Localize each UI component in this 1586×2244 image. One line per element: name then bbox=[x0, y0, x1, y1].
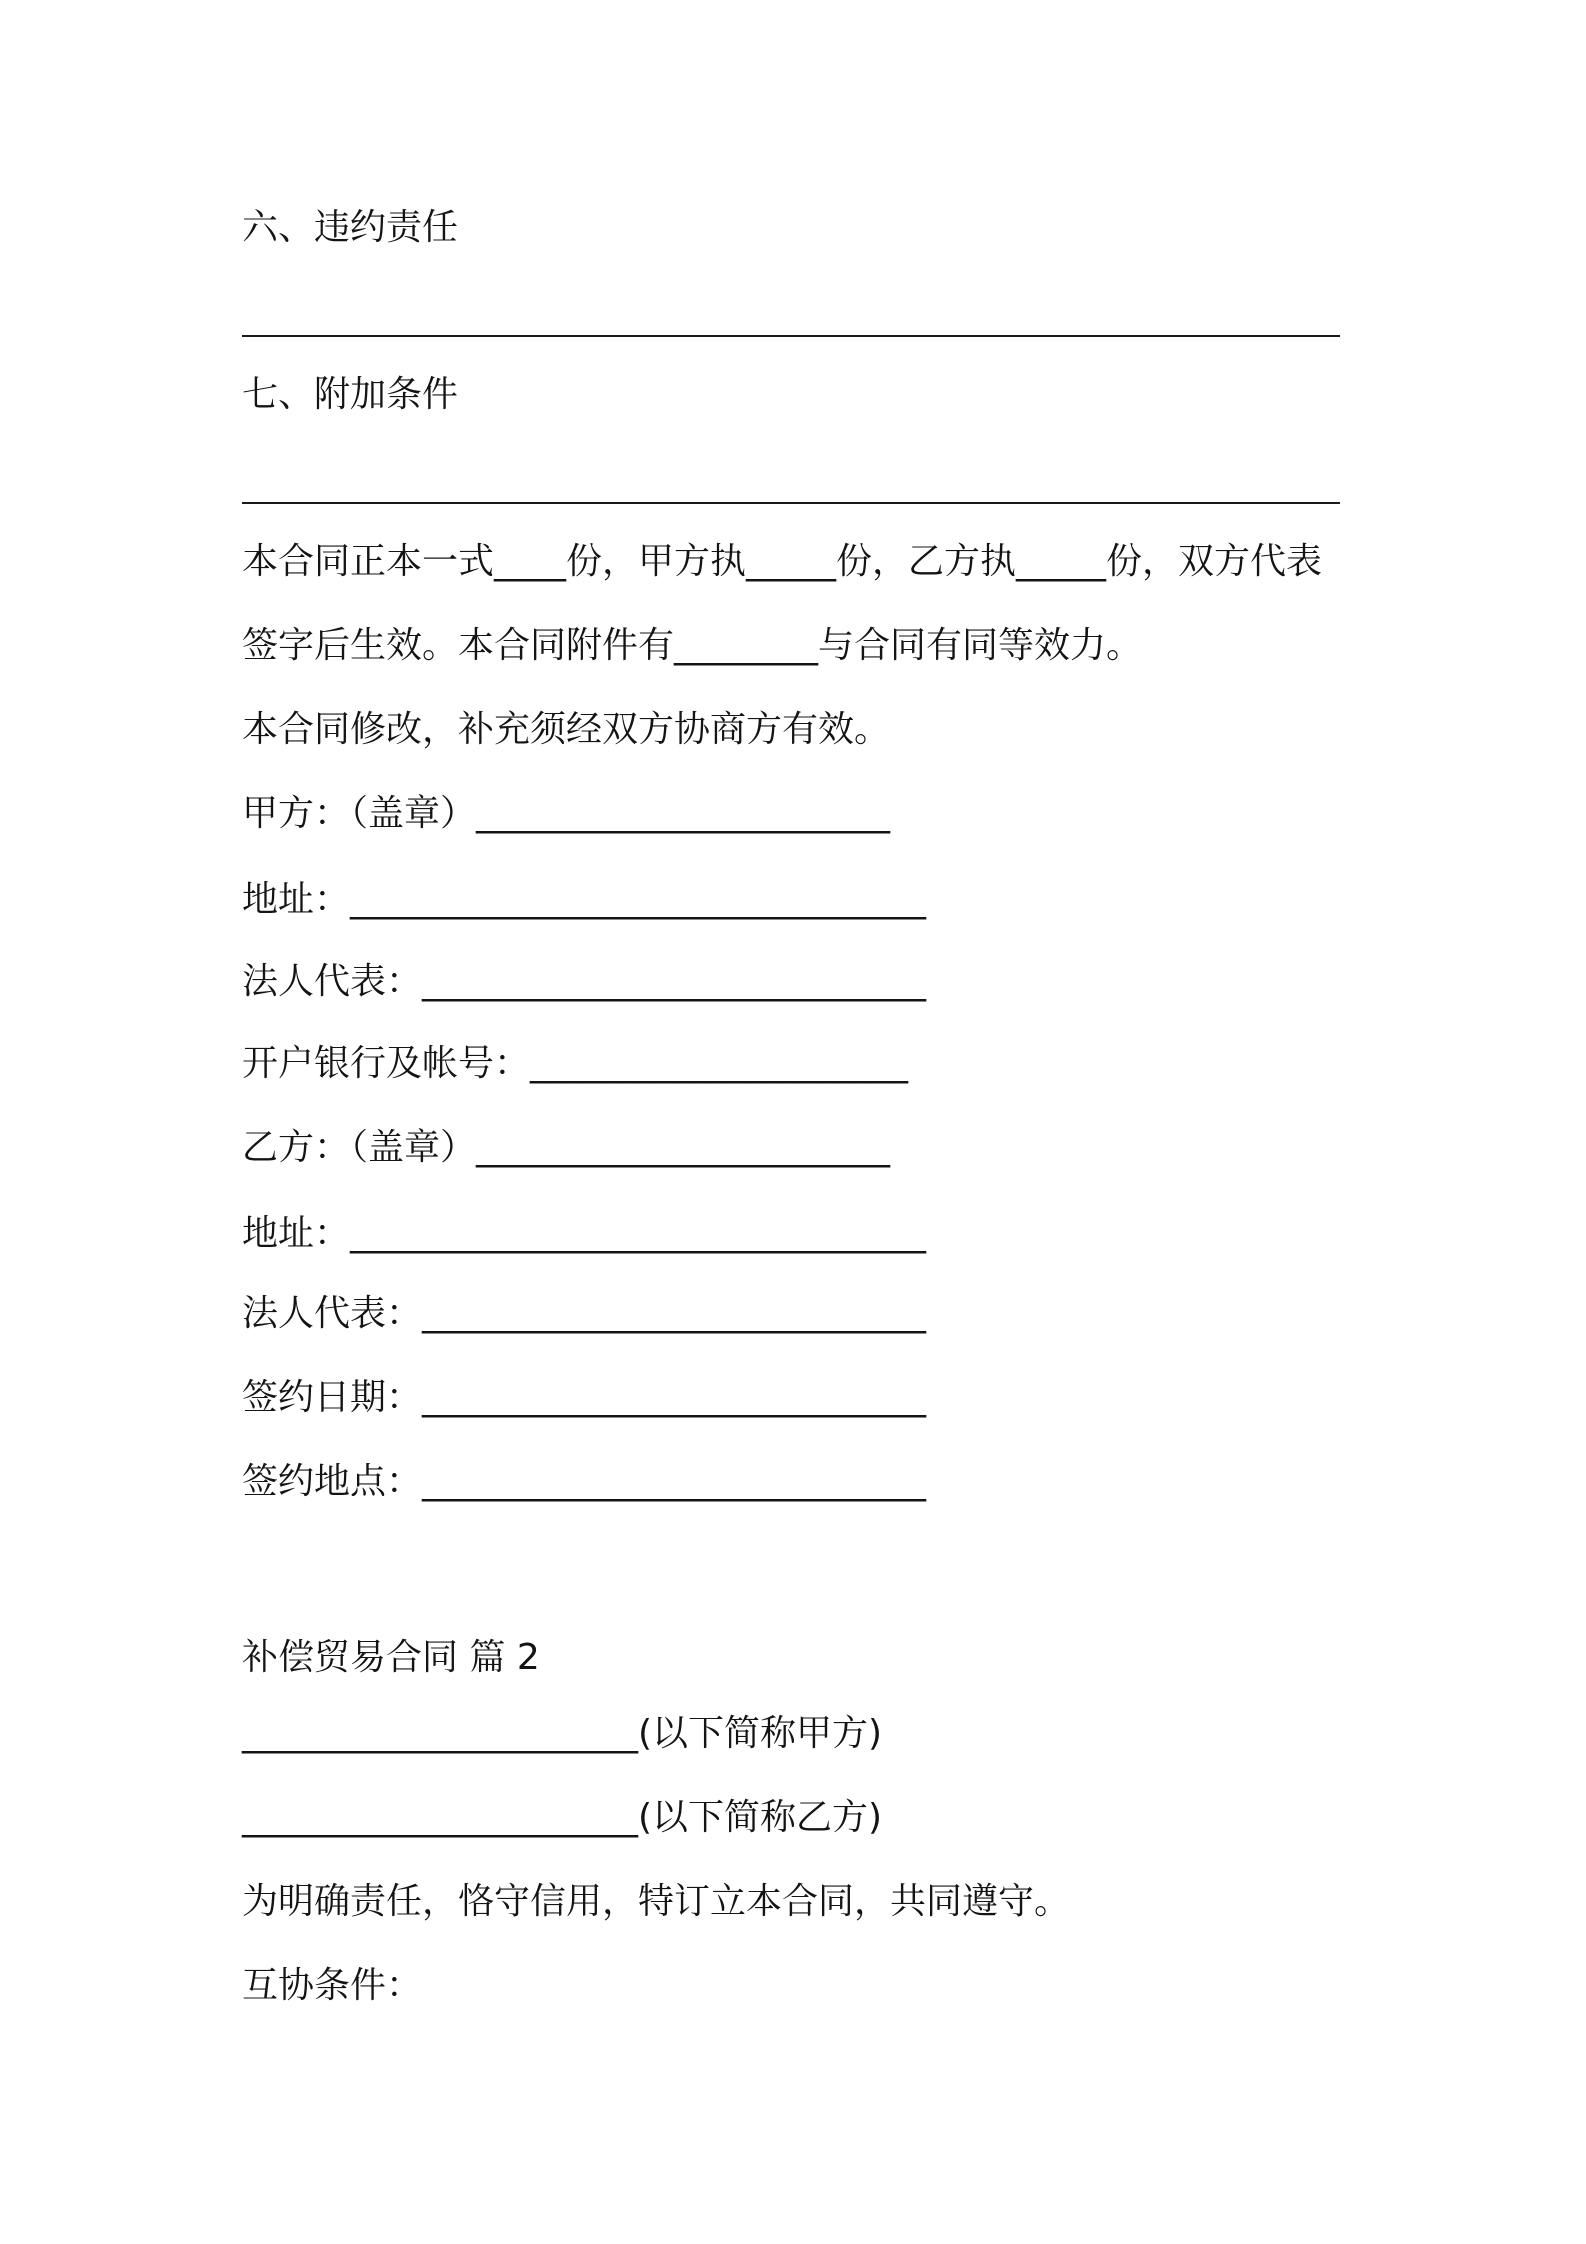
signing-date-field: 签约日期：____________________________ bbox=[242, 1377, 927, 1418]
party-a-intro-line: ______________________(以下简称甲方) bbox=[242, 1713, 883, 1754]
party-b-intro-line: ______________________(以下简称乙方) bbox=[242, 1797, 883, 1838]
party-a-address-field: 地址：________________________________ bbox=[242, 879, 927, 920]
section-heading-additional-terms: 七、附加条件 bbox=[242, 374, 459, 415]
mutual-terms-heading: 互协条件： bbox=[242, 1965, 423, 2006]
blank-line-additional-terms bbox=[242, 502, 1340, 504]
party-b-seal-field: 乙方：（盖章）_______________________ bbox=[242, 1127, 891, 1168]
party-b-address-field: 地址：________________________________ bbox=[242, 1213, 927, 1254]
signing-place-field: 签约地点：____________________________ bbox=[242, 1461, 927, 1502]
copies-clause-line1: 本合同正本一式____份，甲方执_____份，乙方执_____份，双方代表 bbox=[242, 541, 1323, 582]
party-a-seal-field: 甲方：（盖章）_______________________ bbox=[242, 793, 891, 834]
copies-clause-line2: 签字后生效。本合同附件有________与合同有同等效力。 bbox=[242, 625, 1143, 666]
contract-2-title: 补偿贸易合同 篇 2 bbox=[242, 1637, 540, 1678]
blank-line-breach bbox=[242, 335, 1340, 337]
party-a-legal-rep-field: 法人代表：____________________________ bbox=[242, 961, 927, 1002]
party-a-bank-account-field: 开户银行及帐号：_____________________ bbox=[242, 1043, 909, 1084]
purpose-statement: 为明确责任，恪守信用，特订立本合同，共同遵守。 bbox=[242, 1881, 1071, 1922]
section-heading-breach: 六、违约责任 bbox=[242, 207, 459, 248]
party-b-legal-rep-field: 法人代表：____________________________ bbox=[242, 1293, 927, 1334]
amendment-clause: 本合同修改，补充须经双方协商方有效。 bbox=[242, 709, 891, 750]
